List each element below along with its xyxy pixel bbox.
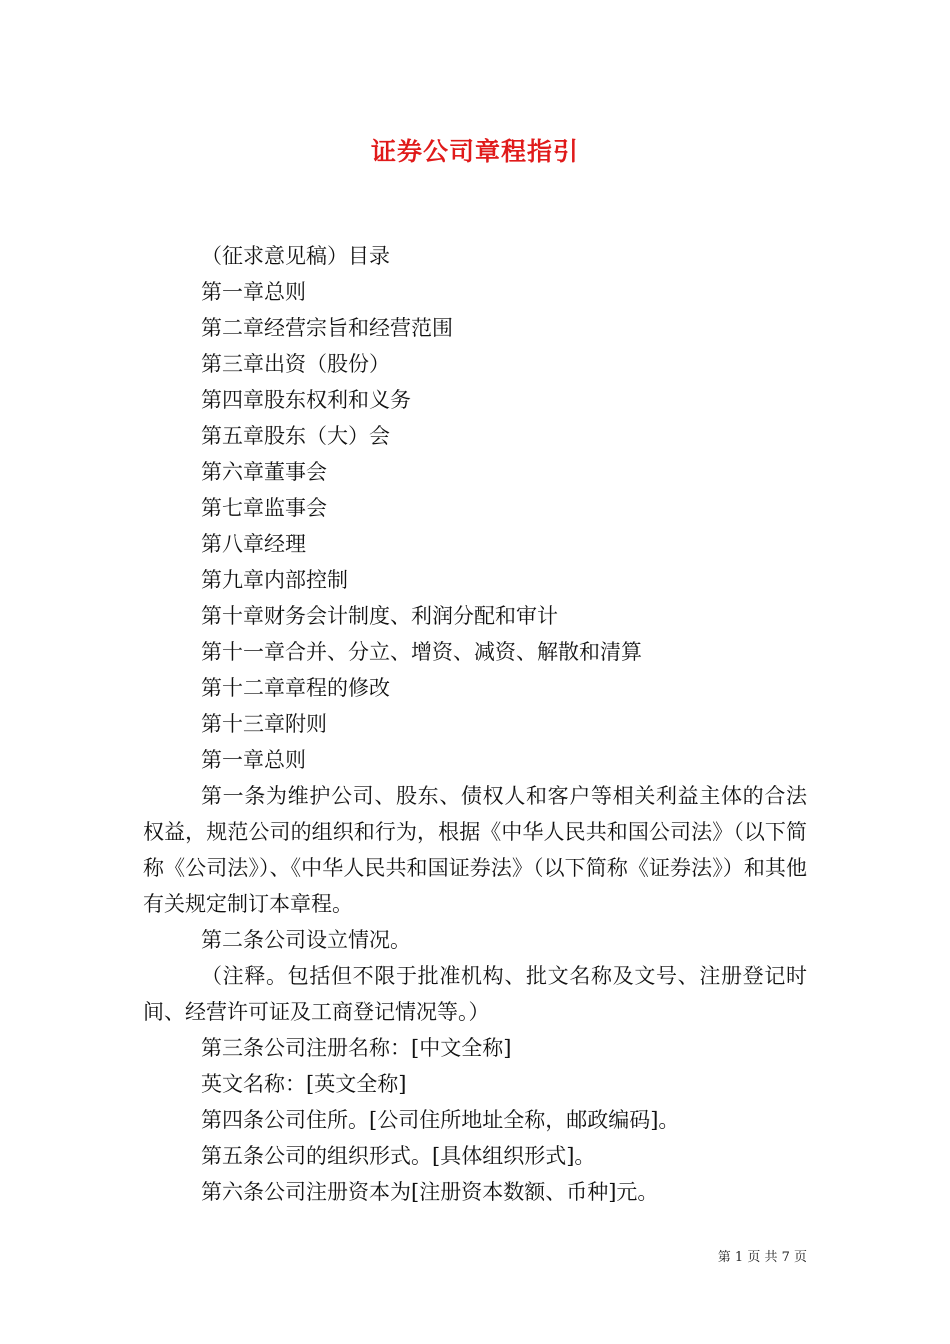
document-body	[143, 238, 807, 1210]
article-2: 第二条公司设立情况。	[201, 928, 411, 952]
toc-item: 第二章经营宗旨和经营范围	[201, 316, 453, 340]
article-2-note: （注释。包括但不限于批准机构、批文名称及文号、注册登记时间、经营许可证及工商登记情况等。）	[143, 964, 807, 1024]
article-6: 第六条公司注册资本为[注册资本数额、币种]元。	[201, 1180, 659, 1204]
article-5: 第五条公司的组织形式。[具体组织形式]。	[201, 1144, 596, 1168]
toc-item: 第四章股东权利和义务	[201, 388, 411, 412]
article-4: 第四条公司住所。[公司住所地址全称，邮政编码]。	[201, 1108, 680, 1132]
toc-item: 第七章监事会	[201, 496, 327, 520]
toc-item: 第三章出资（股份）	[201, 352, 390, 376]
article-3: 第三条公司注册名称：[中文全称]	[201, 1036, 512, 1060]
toc-item: 第五章股东（大）会	[201, 424, 390, 448]
toc-item: 第六章董事会	[201, 460, 327, 484]
page-number: 第 1 页 共 7 页	[717, 1250, 807, 1265]
toc-heading: （征求意见稿）目录	[201, 244, 390, 268]
toc-item: 第十三章附则	[201, 712, 327, 736]
chapter-heading: 第一章总则	[201, 748, 306, 772]
article-1: 第一条为维护公司、股东、债权人和客户等相关利益主体的合法权益，规范公司的组织和行为，根据《中华人民共和国公司法》（以下简称《公司法》）、《中华人民共和国证券法》（以下简称《证券法》）和其他有关规定制订本章程。	[143, 784, 807, 916]
english-name: 英文名称：[英文全称]	[201, 1072, 407, 1096]
toc-item: 第十章财务会计制度、利润分配和审计	[201, 604, 558, 628]
toc-item: 第八章经理	[201, 532, 306, 556]
toc-item: 第九章内部控制	[201, 568, 348, 592]
toc-item: 第十二章章程的修改	[201, 676, 390, 700]
toc-item: 第十一章合并、分立、增资、减资、解散和清算	[201, 640, 642, 664]
document-title: 证券公司章程指引	[370, 137, 579, 166]
toc-item: 第一章总则	[201, 280, 306, 304]
